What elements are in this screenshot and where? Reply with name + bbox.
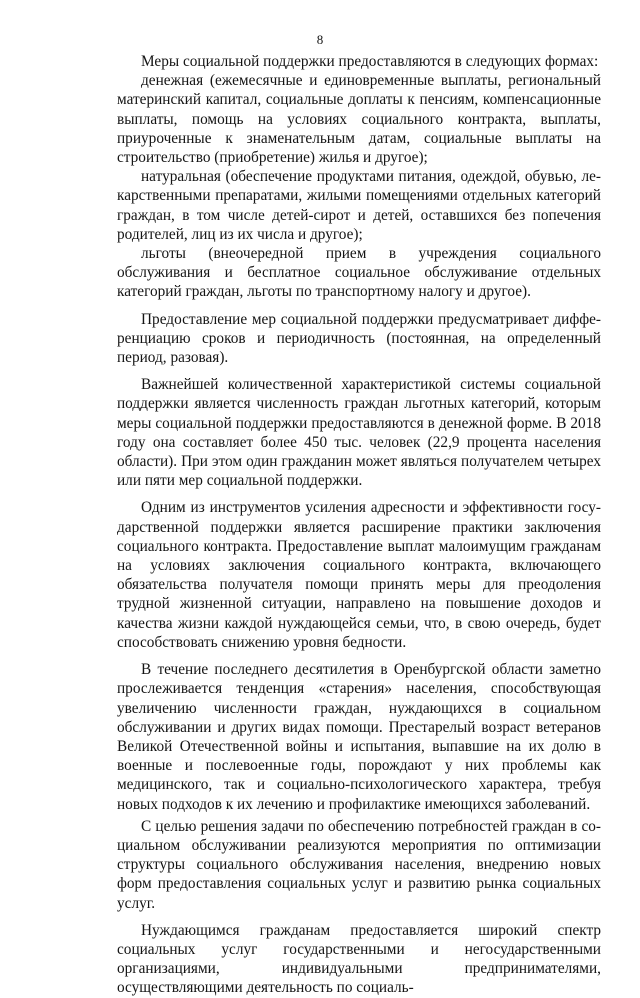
paragraph-benefits-form: льготы (внеочередной прием в учреждения социального обслуживания и бесплатное социальное обслуживание отдельных категорий граждан, льготы по транспортному налогу и другое). <box>117 245 601 301</box>
paragraph-monetary-form: денежная (ежемесячные и единовременные выплаты, региональный материнский капитал, социальные доплаты к пенсиям, компенсационные выплаты, помощь на условиях социального контракта, выплаты, приуроченные к знаменательным датам, социальные выплаты на строительство (приобретение) жилья и другое); <box>117 72 601 167</box>
document-body <box>117 52 601 998</box>
page-number: 8 <box>316 32 324 47</box>
paragraph-in-kind-form: натуральная (обеспечение продуктами питания, одеждой, обувью, лекарственными препаратами, жилыми помещениями отдельных категорий граждан, в том числе детей-сирот и детей, оставшихся без попечения родителей, лиц из их числа и другое); <box>117 168 601 243</box>
paragraph-differentiation: Предоставление мер социальной поддержки предусматривает дифференциацию сроков и периодичность (постоянная, на определенный период, разовая). <box>117 310 601 367</box>
paragraph-service-optimization: С целью решения задачи по обеспечению потребностей граждан в социальном обслуживании реализуются мероприятия по оптимизации структуры социального обслуживания населения, внедрению новых форм предоставления социальных услуг и развитию рынка социальных услуг. <box>117 817 601 912</box>
paragraph-social-contract: Одним из инструментов усиления адресности и эффективности государственной поддержки является расширение практики заключения социального контракта. Предоставление выплат малоимущим гражданам на условиях заключения социального контракта, включающего обязательства получателя помощи принять меры для преодоления трудной жизненной ситуации, направлено на повышение доходов и качества жизни каждой нуждающейся семьи, что, в свою очередь, будет способствовать снижению уровня бедности. <box>117 499 601 651</box>
paragraph-service-providers: Нуждающимся гражданам предоставляется широкий спектр социальных услуг государственными и негосударственными организациями, индивидуальными предпринимателями, осуществляющими деятельность по социаль- <box>117 921 601 997</box>
paragraph-population-ageing: В течение последнего десятилетия в Оренбургской области заметно прослеживается тенденция «старения» населения, способствующая увеличению численности граждан, нуждающихся в социальном обслуживании и других видах помощи. Престарелый возраст ветеранов Великой Отечественной войны и испытания, выпавшие на их долю в военные и послевоенные годы, порождают у них проблемы как медицинского, так и социально-психологического характера, требуя новых подходов к их лечению и профилактике имеющихся заболеваний. <box>117 661 601 813</box>
paragraph-beneficiary-count: Важнейшей количественной характеристикой системы социальной поддержки является численность граждан льготных категорий, которым меры социальной поддержки предоставляются в денежной форме. В 2018 году она составляет более 450 тыс. человек (22,9 процента населения области). При этом один гражданин может являться получателем четырех или пяти мер социальной поддержки. <box>117 376 601 490</box>
paragraph-forms-intro: Меры социальной поддержки предоставляются в следующих формах: <box>141 53 599 70</box>
